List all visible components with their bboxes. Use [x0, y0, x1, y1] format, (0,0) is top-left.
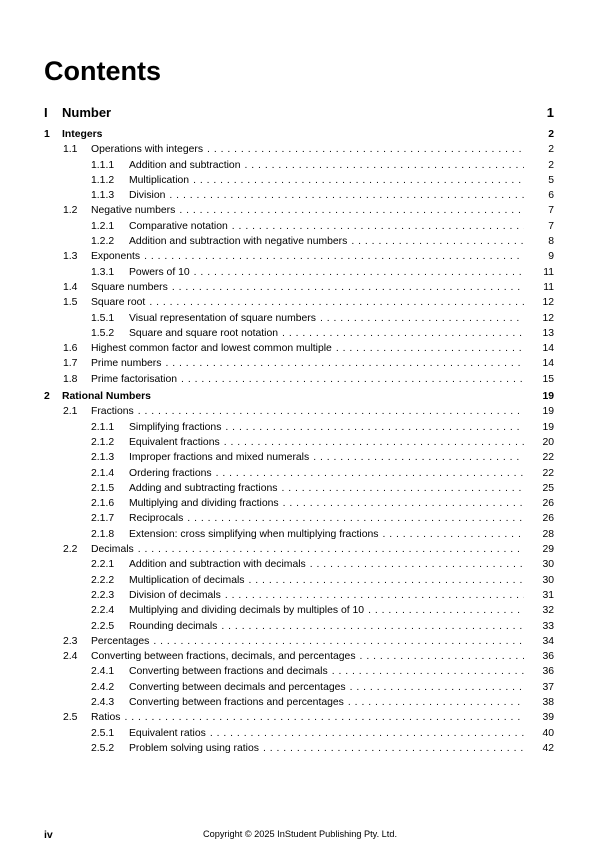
- toc-section[interactable]: [44, 710, 554, 725]
- subsection-number: 1.5.1: [91, 312, 115, 324]
- section-page: 12: [542, 297, 554, 309]
- dot-leader: [332, 664, 524, 679]
- section-title: Negative numbers: [91, 205, 176, 217]
- toc-subsection[interactable]: [44, 466, 554, 481]
- subsection-page: 28: [542, 528, 554, 540]
- part-page: 1: [546, 105, 554, 120]
- footer-copyright: Copyright © 2025 InStudent Publishing Pty. Ltd.: [202, 829, 398, 839]
- subsection-number: 1.1.2: [91, 174, 115, 186]
- toc-subsection[interactable]: [44, 588, 554, 603]
- subsection-number: 1.3.1: [91, 266, 115, 278]
- dot-leader: [216, 466, 524, 481]
- toc-subsection[interactable]: [44, 557, 554, 572]
- section-number: 1.2: [63, 205, 78, 217]
- subsection-page: 30: [542, 559, 554, 571]
- section-page: 14: [542, 358, 554, 370]
- toc-subsection[interactable]: [44, 664, 554, 679]
- subsection-page: 7: [548, 220, 554, 232]
- chapter-number: 1: [44, 129, 50, 140]
- section-number: 2.3: [63, 635, 78, 647]
- subsection-title: Multiplication: [129, 174, 190, 186]
- subsection-number: 2.2.5: [91, 620, 115, 632]
- section-page: 9: [548, 251, 554, 263]
- subsection-page: 12: [542, 312, 554, 324]
- subsection-page: 25: [542, 482, 554, 494]
- dot-leader: [179, 203, 524, 218]
- dot-leader: [225, 420, 524, 435]
- subsection-title: Problem solving using ratios: [129, 742, 259, 754]
- dot-leader: [181, 372, 524, 387]
- subsection-number: 2.5.1: [91, 727, 115, 739]
- toc-section[interactable]: [44, 634, 554, 649]
- subsection-number: 1.2.2: [91, 236, 115, 248]
- footer-page-number: iv: [44, 829, 53, 841]
- dot-leader: [138, 542, 524, 557]
- toc-subsection[interactable]: [44, 603, 554, 618]
- section-number: 2.2: [63, 544, 78, 556]
- subsection-number: 2.4.3: [91, 696, 115, 708]
- toc-subsection[interactable]: [44, 435, 554, 450]
- subsection-number: 2.1.1: [91, 421, 115, 433]
- subsection-title: Addition and subtraction with decimals: [129, 559, 306, 571]
- section-page: 29: [542, 544, 554, 556]
- subsection-page: 32: [542, 605, 554, 617]
- section-title: Exponents: [91, 251, 141, 263]
- dot-leader: [224, 435, 524, 450]
- toc-section[interactable]: [44, 542, 554, 557]
- dot-leader: [153, 634, 524, 649]
- table-of-contents: [44, 103, 554, 756]
- toc-subsection[interactable]: [44, 173, 554, 188]
- subsection-number: 1.1.3: [91, 190, 115, 202]
- dot-leader: [210, 726, 524, 741]
- toc-subsection[interactable]: [44, 527, 554, 542]
- dot-leader: [169, 188, 524, 203]
- subsection-title: Simplifying fractions: [129, 421, 222, 433]
- subsection-page: 40: [542, 727, 554, 739]
- dot-leader: [336, 341, 524, 356]
- toc-section[interactable]: [44, 404, 554, 419]
- section-title: Operations with integers: [91, 144, 204, 156]
- part-number: I: [44, 105, 48, 120]
- subsection-page: 13: [542, 327, 554, 339]
- subsection-title: Comparative notation: [129, 220, 228, 232]
- subsection-number: 2.4.1: [91, 666, 115, 678]
- dot-leader: [368, 603, 524, 618]
- chapter-title: Integers: [62, 129, 103, 140]
- toc-subsection[interactable]: [44, 326, 554, 341]
- subsection-number: 1.1.1: [91, 159, 115, 171]
- toc-subsection[interactable]: [44, 158, 554, 173]
- dot-leader: [144, 249, 524, 264]
- subsection-page: 5: [548, 174, 554, 186]
- subsection-title: Division of decimals: [129, 589, 221, 601]
- section-page: 34: [542, 635, 554, 647]
- toc-subsection[interactable]: [44, 496, 554, 511]
- section-title: Highest common factor and lowest common multiple: [91, 343, 332, 355]
- subsection-title: Addition and subtraction with negative numbers: [129, 236, 348, 248]
- subsection-title: Equivalent ratios: [129, 727, 206, 739]
- toc-subsection[interactable]: [44, 219, 554, 234]
- dot-leader: [263, 741, 524, 756]
- subsection-number: 2.2.2: [91, 574, 115, 586]
- toc-section[interactable]: [44, 341, 554, 356]
- dot-leader: [232, 219, 524, 234]
- dot-leader: [124, 710, 524, 725]
- subsection-page: 22: [542, 467, 554, 479]
- dot-leader: [351, 234, 524, 249]
- subsection-title: Powers of 10: [129, 266, 190, 278]
- subsection-page: 30: [542, 574, 554, 586]
- toc-section[interactable]: [44, 249, 554, 264]
- toc-subsection[interactable]: [44, 573, 554, 588]
- part-title: Number: [62, 105, 112, 120]
- dot-leader: [193, 173, 524, 188]
- section-page: 2: [548, 144, 554, 156]
- section-page: 39: [542, 712, 554, 724]
- toc-section[interactable]: [44, 356, 554, 371]
- subsection-title: Multiplying and dividing decimals by multiples of 10: [129, 605, 365, 617]
- chapter-page: 2: [548, 129, 554, 140]
- section-title: Converting between fractions, decimals, and percentages: [91, 651, 356, 663]
- subsection-title: Division: [129, 190, 166, 202]
- toc-chapter[interactable]: [44, 389, 554, 404]
- subsection-title: Adding and subtracting fractions: [129, 482, 278, 494]
- subsection-number: 2.1.3: [91, 452, 115, 464]
- subsection-page: 8: [548, 236, 554, 248]
- section-page: 7: [548, 205, 554, 217]
- page-title: Contents: [44, 56, 161, 86]
- toc-subsection[interactable]: [44, 420, 554, 435]
- dot-leader: [245, 158, 525, 173]
- toc-subsection[interactable]: [44, 481, 554, 496]
- toc-subsection[interactable]: [44, 234, 554, 249]
- dot-leader: [165, 356, 524, 371]
- dot-leader: [225, 588, 524, 603]
- subsection-page: 38: [542, 696, 554, 708]
- dot-leader: [360, 649, 524, 664]
- section-title: Ratios: [91, 712, 121, 724]
- section-number: 1.5: [63, 297, 78, 309]
- chapter-page: 19: [542, 391, 554, 403]
- subsection-title: Equivalent fractions: [129, 436, 220, 448]
- subsection-number: 2.1.7: [91, 513, 115, 525]
- subsection-page: 36: [542, 666, 554, 678]
- section-title: Fractions: [91, 406, 134, 418]
- toc-subsection[interactable]: [44, 265, 554, 280]
- dot-leader: [138, 404, 524, 419]
- section-page: 36: [542, 651, 554, 663]
- section-page: 15: [542, 373, 554, 385]
- toc-section[interactable]: [44, 649, 554, 664]
- dot-leader: [350, 680, 524, 695]
- section-page: 14: [542, 343, 554, 355]
- subsection-number: 2.1.5: [91, 482, 115, 494]
- subsection-page: 42: [542, 742, 554, 754]
- subsection-title: Multiplication of decimals: [129, 574, 245, 586]
- toc-chapter[interactable]: [44, 127, 554, 142]
- subsection-number: 2.1.2: [91, 436, 115, 448]
- section-title: Square root: [91, 297, 146, 309]
- subsection-number: 2.1.8: [91, 528, 115, 540]
- dot-leader: [320, 311, 524, 326]
- subsection-title: Rounding decimals: [129, 620, 218, 632]
- dot-leader: [187, 511, 524, 526]
- subsection-page: 37: [542, 681, 554, 693]
- section-number: 1.4: [63, 281, 78, 293]
- dot-leader: [382, 527, 524, 542]
- subsection-number: 2.2.4: [91, 605, 115, 617]
- toc-section[interactable]: [44, 372, 554, 387]
- section-number: 1.6: [63, 343, 78, 355]
- dot-leader: [249, 573, 525, 588]
- subsection-title: Improper fractions and mixed numerals: [129, 452, 310, 464]
- section-number: 2.5: [63, 712, 78, 724]
- dot-leader: [283, 496, 524, 511]
- subsection-page: 20: [542, 436, 554, 448]
- subsection-number: 1.2.1: [91, 220, 115, 232]
- toc-subsection[interactable]: [44, 188, 554, 203]
- section-page: 19: [542, 406, 554, 418]
- toc-subsection[interactable]: [44, 680, 554, 695]
- dot-leader: [194, 265, 524, 280]
- toc-subsection[interactable]: [44, 619, 554, 634]
- dot-leader: [149, 295, 524, 310]
- section-number: 1.7: [63, 358, 78, 370]
- subsection-page: 6: [548, 190, 554, 202]
- page-footer: [44, 829, 556, 841]
- toc-part[interactable]: [44, 103, 554, 122]
- subsection-title: Square and square root notation: [129, 327, 279, 339]
- dot-leader: [221, 619, 524, 634]
- section-title: Square numbers: [91, 281, 168, 293]
- toc-subsection[interactable]: [44, 450, 554, 465]
- section-title: Prime numbers: [91, 358, 162, 370]
- section-number: 2.4: [63, 651, 78, 663]
- subsection-title: Addition and subtraction: [129, 159, 241, 171]
- toc-section[interactable]: [44, 295, 554, 310]
- subsection-number: 2.1.6: [91, 498, 115, 510]
- subsection-page: 2: [548, 159, 554, 171]
- section-number: 1.8: [63, 373, 78, 385]
- chapter-title: Rational Numbers: [62, 391, 151, 403]
- subsection-page: 26: [542, 498, 554, 510]
- dot-leader: [281, 481, 524, 496]
- subsection-title: Multiplying and dividing fractions: [129, 498, 279, 510]
- subsection-number: 2.4.2: [91, 681, 115, 693]
- dot-leader: [348, 695, 524, 710]
- subsection-title: Visual representation of square numbers: [129, 312, 316, 324]
- dot-leader: [172, 280, 524, 295]
- section-page: 11: [543, 281, 554, 293]
- toc-section[interactable]: [44, 142, 554, 157]
- section-title: Prime factorisation: [91, 373, 178, 385]
- section-number: 1.1: [63, 144, 78, 156]
- subsection-page: 26: [542, 513, 554, 525]
- subsection-title: Converting between fractions and percentages: [129, 696, 344, 708]
- subsection-number: 2.2.1: [91, 559, 115, 571]
- dot-leader: [313, 450, 524, 465]
- toc-subsection[interactable]: [44, 741, 554, 756]
- dot-leader: [207, 142, 524, 157]
- subsection-title: Converting between decimals and percentages: [129, 681, 346, 693]
- subsection-title: Ordering fractions: [129, 467, 212, 479]
- chapter-number: 2: [44, 391, 50, 403]
- subsection-page: 19: [542, 421, 554, 433]
- subsection-page: 22: [542, 452, 554, 464]
- toc-subsection[interactable]: [44, 726, 554, 741]
- section-number: 2.1: [63, 406, 78, 418]
- section-title: Decimals: [91, 544, 134, 556]
- dot-leader: [282, 326, 524, 341]
- subsection-page: 33: [542, 620, 554, 632]
- toc-subsection[interactable]: [44, 511, 554, 526]
- toc-section[interactable]: [44, 203, 554, 218]
- subsection-title: Extension: cross simplifying when multiplying fractions: [129, 528, 379, 540]
- subsection-number: 2.1.4: [91, 467, 115, 479]
- toc-section[interactable]: [44, 280, 554, 295]
- toc-subsection[interactable]: [44, 311, 554, 326]
- subsection-title: Reciprocals: [129, 513, 184, 525]
- subsection-page: 11: [543, 266, 554, 278]
- subsection-number: 1.5.2: [91, 327, 115, 339]
- toc-subsection[interactable]: [44, 695, 554, 710]
- subsection-title: Converting between fractions and decimals: [129, 666, 328, 678]
- section-title: Percentages: [91, 635, 150, 647]
- dot-leader: [310, 557, 524, 572]
- section-number: 1.3: [63, 251, 78, 263]
- subsection-page: 31: [542, 589, 554, 601]
- subsection-number: 2.5.2: [91, 742, 115, 754]
- subsection-number: 2.2.3: [91, 589, 115, 601]
